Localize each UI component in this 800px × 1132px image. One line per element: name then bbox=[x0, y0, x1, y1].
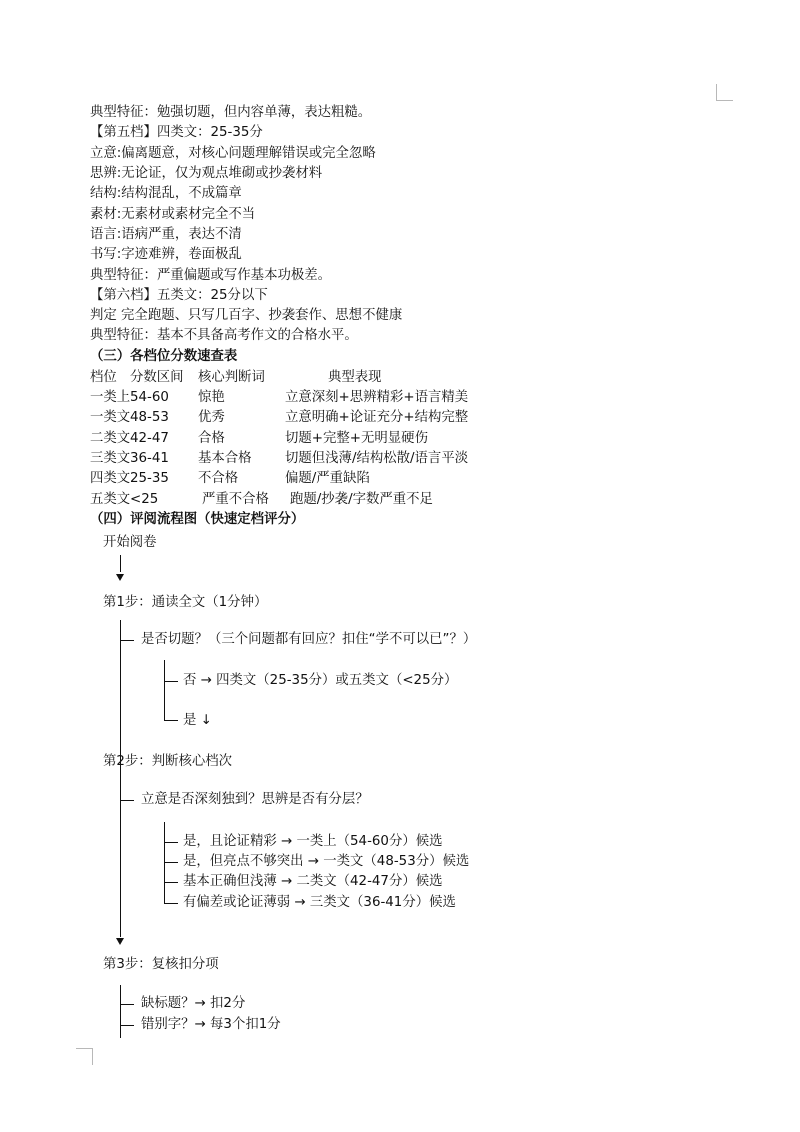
table-cell: 一类上 bbox=[90, 390, 131, 405]
flow-branch-line bbox=[120, 800, 134, 801]
judgement-line: 判定 完全跑题、只写几百字、抄袭套作、思想不健康 bbox=[90, 308, 403, 323]
table-cell: 42-47 bbox=[130, 431, 169, 446]
arrow-down-icon bbox=[116, 938, 124, 945]
arrow-down-icon bbox=[116, 574, 124, 581]
flow-branch-line bbox=[120, 640, 134, 641]
flow-deduction-title: 缺标题？→ 扣2分 bbox=[141, 996, 246, 1011]
table-cell: 基本合格 bbox=[198, 451, 252, 466]
flow-branch-line bbox=[164, 882, 178, 883]
table-cell: 切题但浅薄/结构松散/语言平淡 bbox=[285, 451, 469, 466]
table-header-cell: 分数区间 bbox=[130, 370, 184, 385]
flow-branch-line bbox=[120, 1004, 134, 1005]
page-corner-mark-bottom bbox=[76, 1048, 93, 1065]
table-cell: 跑题/抄袭/字数严重不足 bbox=[290, 492, 433, 507]
table-cell: 切题+完整+无明显硬伤 bbox=[285, 431, 428, 446]
table-header-cell: 典型表现 bbox=[328, 370, 382, 385]
flow-deduction-typo: 错别字？→ 每3个扣1分 bbox=[141, 1017, 281, 1032]
criteria-structure: 结构:结构混乱，不成篇章 bbox=[90, 186, 242, 201]
flow-question-depth: 立意是否深刻独到？思辨是否有分层？ bbox=[141, 792, 369, 807]
table-cell: 一类文 bbox=[90, 410, 131, 425]
table-cell: 立意明确+论证充分+结构完整 bbox=[285, 410, 469, 425]
flow-option-first: 是，但亮点不够突出 → 一类文（48-53分）候选 bbox=[183, 854, 470, 869]
flow-question-on-topic: 是否切题？（三个问题都有回应？扣住“学不可以已”？） bbox=[141, 632, 477, 647]
flow-option-top: 是，且论证精彩 → 一类上（54-60分）候选 bbox=[183, 834, 443, 849]
flow-branch-line bbox=[164, 720, 178, 721]
page-corner-mark-top bbox=[716, 84, 733, 101]
table-cell: 不合格 bbox=[198, 471, 239, 486]
criteria-reasoning: 思辨:无论证，仅为观点堆砌或抄袭材料 bbox=[90, 166, 323, 181]
flow-connector bbox=[120, 555, 121, 572]
table-cell: 偏题/严重缺陷 bbox=[285, 471, 370, 486]
flow-branch-line bbox=[120, 1025, 134, 1026]
table-header-cell: 核心判断词 bbox=[198, 370, 265, 385]
section-heading-flowchart: （四）评阅流程图（快速定档评分） bbox=[90, 512, 305, 527]
criteria-language: 语言:语病严重，表达不清 bbox=[90, 227, 242, 242]
table-cell: 36-41 bbox=[130, 451, 169, 466]
criteria-material: 素材:无素材或素材完全不当 bbox=[90, 207, 256, 222]
table-cell: 严重不合格 bbox=[202, 492, 269, 507]
table-cell: 优秀 bbox=[198, 410, 225, 425]
flow-branch-line bbox=[164, 681, 178, 682]
table-cell: 惊艳 bbox=[198, 390, 225, 405]
table-cell: 54-60 bbox=[130, 390, 169, 405]
flow-option-second: 基本正确但浅薄 → 二类文（42-47分）候选 bbox=[183, 874, 443, 889]
table-cell: 48-53 bbox=[130, 410, 169, 425]
flow-branch-line bbox=[164, 903, 178, 904]
typical-feature-line: 典型特征：基本不具备高考作文的合格水平。 bbox=[90, 328, 358, 343]
flow-start-node: 开始阅卷 bbox=[103, 535, 157, 550]
table-cell: 二类文 bbox=[90, 431, 131, 446]
table-cell: 四类文 bbox=[90, 471, 131, 486]
table-cell: 五类文 bbox=[90, 492, 131, 507]
table-cell: 立意深刻+思辨精彩+语言精美 bbox=[285, 390, 469, 405]
typical-feature-line: 典型特征：勉强切题，但内容单薄，表达粗糙。 bbox=[90, 105, 372, 120]
level-five-heading: 【第五档】四类文：25-35分 bbox=[90, 125, 263, 140]
table-cell: 三类文 bbox=[90, 451, 131, 466]
criteria-handwriting: 书写:字迹难辨，卷面极乱 bbox=[90, 247, 242, 262]
flow-step-1: 第1步：通读全文（1分钟） bbox=[103, 595, 268, 610]
flow-sub-trunk-line bbox=[164, 660, 165, 721]
table-cell: 合格 bbox=[198, 431, 225, 446]
level-six-heading: 【第六档】五类文：25分以下 bbox=[90, 288, 268, 303]
flow-trunk-line bbox=[120, 620, 121, 937]
flow-step-3: 第3步：复核扣分项 bbox=[103, 957, 219, 972]
flow-branch-line bbox=[164, 842, 178, 843]
typical-feature-line: 典型特征：严重偏题或写作基本功极差。 bbox=[90, 268, 332, 283]
flow-step-2: 第2步：判断核心档次 bbox=[103, 754, 233, 769]
section-heading-score-table: （三）各档位分数速查表 bbox=[90, 349, 238, 364]
table-cell: 25-35 bbox=[130, 471, 169, 486]
flow-branch-line bbox=[164, 862, 178, 863]
flow-trunk-line bbox=[120, 985, 121, 1038]
flow-option-yes: 是 ↓ bbox=[183, 713, 212, 728]
flow-option-no: 否 → 四类文（25-35分）或五类文（<25分） bbox=[183, 673, 458, 688]
flow-option-third: 有偏差或论证薄弱 → 三类文（36-41分）候选 bbox=[183, 895, 456, 910]
table-cell: <25 bbox=[130, 492, 159, 507]
table-header-cell: 档位 bbox=[90, 370, 117, 385]
criteria-theme: 立意:偏离题意，对核心问题理解错误或完全忽略 bbox=[90, 146, 376, 161]
